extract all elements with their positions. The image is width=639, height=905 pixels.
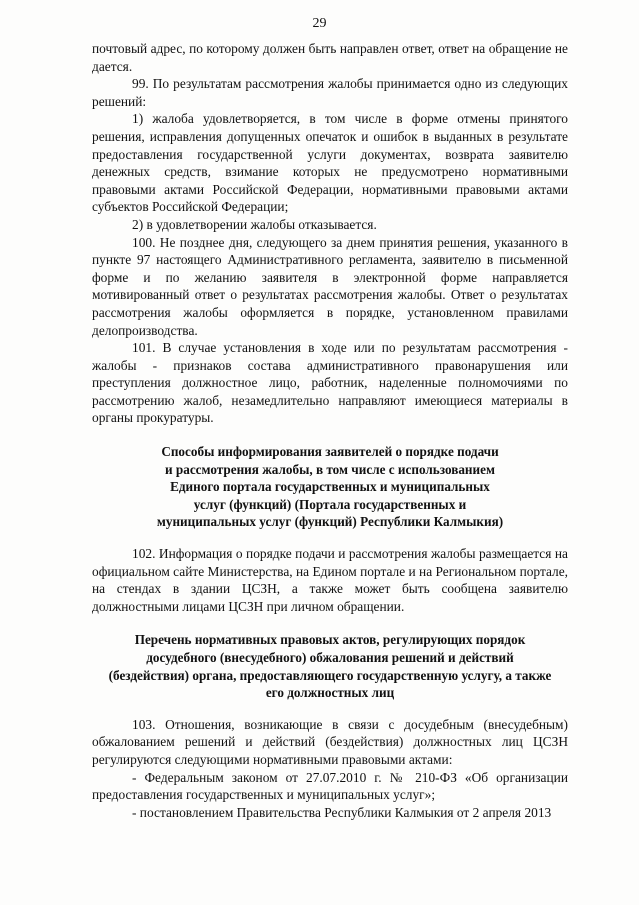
paragraph: 99. По результатам рассмотрения жалобы принимается одно из следующих решений: [92, 76, 568, 109]
heading-line: услуг (функций) (Портала государственных и [193, 496, 467, 512]
heading-line: и рассмотрения жалобы, в том числе с использованием [165, 461, 495, 477]
heading-line: Перечень нормативных правовых актов, регулирующих порядок [134, 632, 526, 648]
paragraph: 2) в удовлетворении жалобы отказывается. [132, 216, 377, 232]
paragraph: 100. Не позднее дня, следующего за днем принятия решения, указанного в пункте 97 настоящего Административного регламента, заявителю в письменной форме и по желанию заявителя в электронной форме направляется мотивированный ответ о результатах рассмотрения жалобы. Ответ о результатах рассмотрения жалобы оформляется в порядке, установленном правилами делопроизводства. [92, 234, 568, 338]
paragraph: 101. В случае установления в ходе или по результатам рассмотрения - жалобы - признаков состава административного правонарушения или преступления должностное лицо, работник, наделенные полномочиями по рассмотрению жалоб, незамедлительно направляют имеющиеся материалы в органы прокуратуры. [92, 340, 568, 426]
section-heading-legal-acts [92, 631, 568, 701]
paragraph: - Федеральным законом от 27.07.2010 г. № 210-ФЗ «Об организации предоставления государственных и муниципальных услуг»; [92, 769, 568, 803]
paragraph: - постановлением Правительства Республики Калмыкия от 2 апреля 2013 [132, 804, 552, 820]
heading-line: (бездействия) органа, предоставляющего государственную услугу, а также [108, 667, 552, 683]
heading-line: муниципальных услуг (функций) Республики Калмыкия) [156, 514, 504, 530]
page-number: 29 [312, 16, 327, 31]
heading-line: Единого портала государственных и муниципальных [170, 479, 490, 495]
heading-line: досудебного (внесудебного) обжалования решений и действий [146, 650, 514, 665]
paragraphs-bottom [92, 716, 568, 822]
paragraph: 1) жалоба удовлетворяется, в том числе в форме отмены принятого решения, исправления допущенных опечаток и ошибок в выданных в результате предоставления государственной услуги документах, возврата заявителю денежных средств, взимание которых не предусмотрено нормативными правовыми актами Российской Федерации, нормативными правовыми актами субъектов Российской Федерации; [92, 111, 568, 215]
document-body [92, 40, 568, 821]
paragraph: почтовый адрес, по которому должен быть направлен ответ, ответ на обращение не дается. [92, 41, 568, 74]
section-heading-informing [92, 443, 568, 531]
paragraphs-top [92, 40, 568, 427]
heading-line: его должностных лиц [265, 685, 395, 701]
paragraph: 103. Отношения, возникающие в связи с досудебным (внесудебным) обжалованием решений и действий (бездействия) должностных лиц ЦСЗН регулируются следующими нормативными правовыми актами: [92, 716, 568, 767]
heading-line: Способы информирования заявителей о порядке подачи [161, 444, 499, 460]
paragraph: 102. Информация о порядке подачи и рассмотрения жалобы размещается на официальном сайте Министерства, на Едином портале и на Региональном портале, на стендах в здании ЦСЗН, а также может быть сообщена заявителю должностными лицами ЦСЗН при личном обращении. [92, 546, 568, 614]
